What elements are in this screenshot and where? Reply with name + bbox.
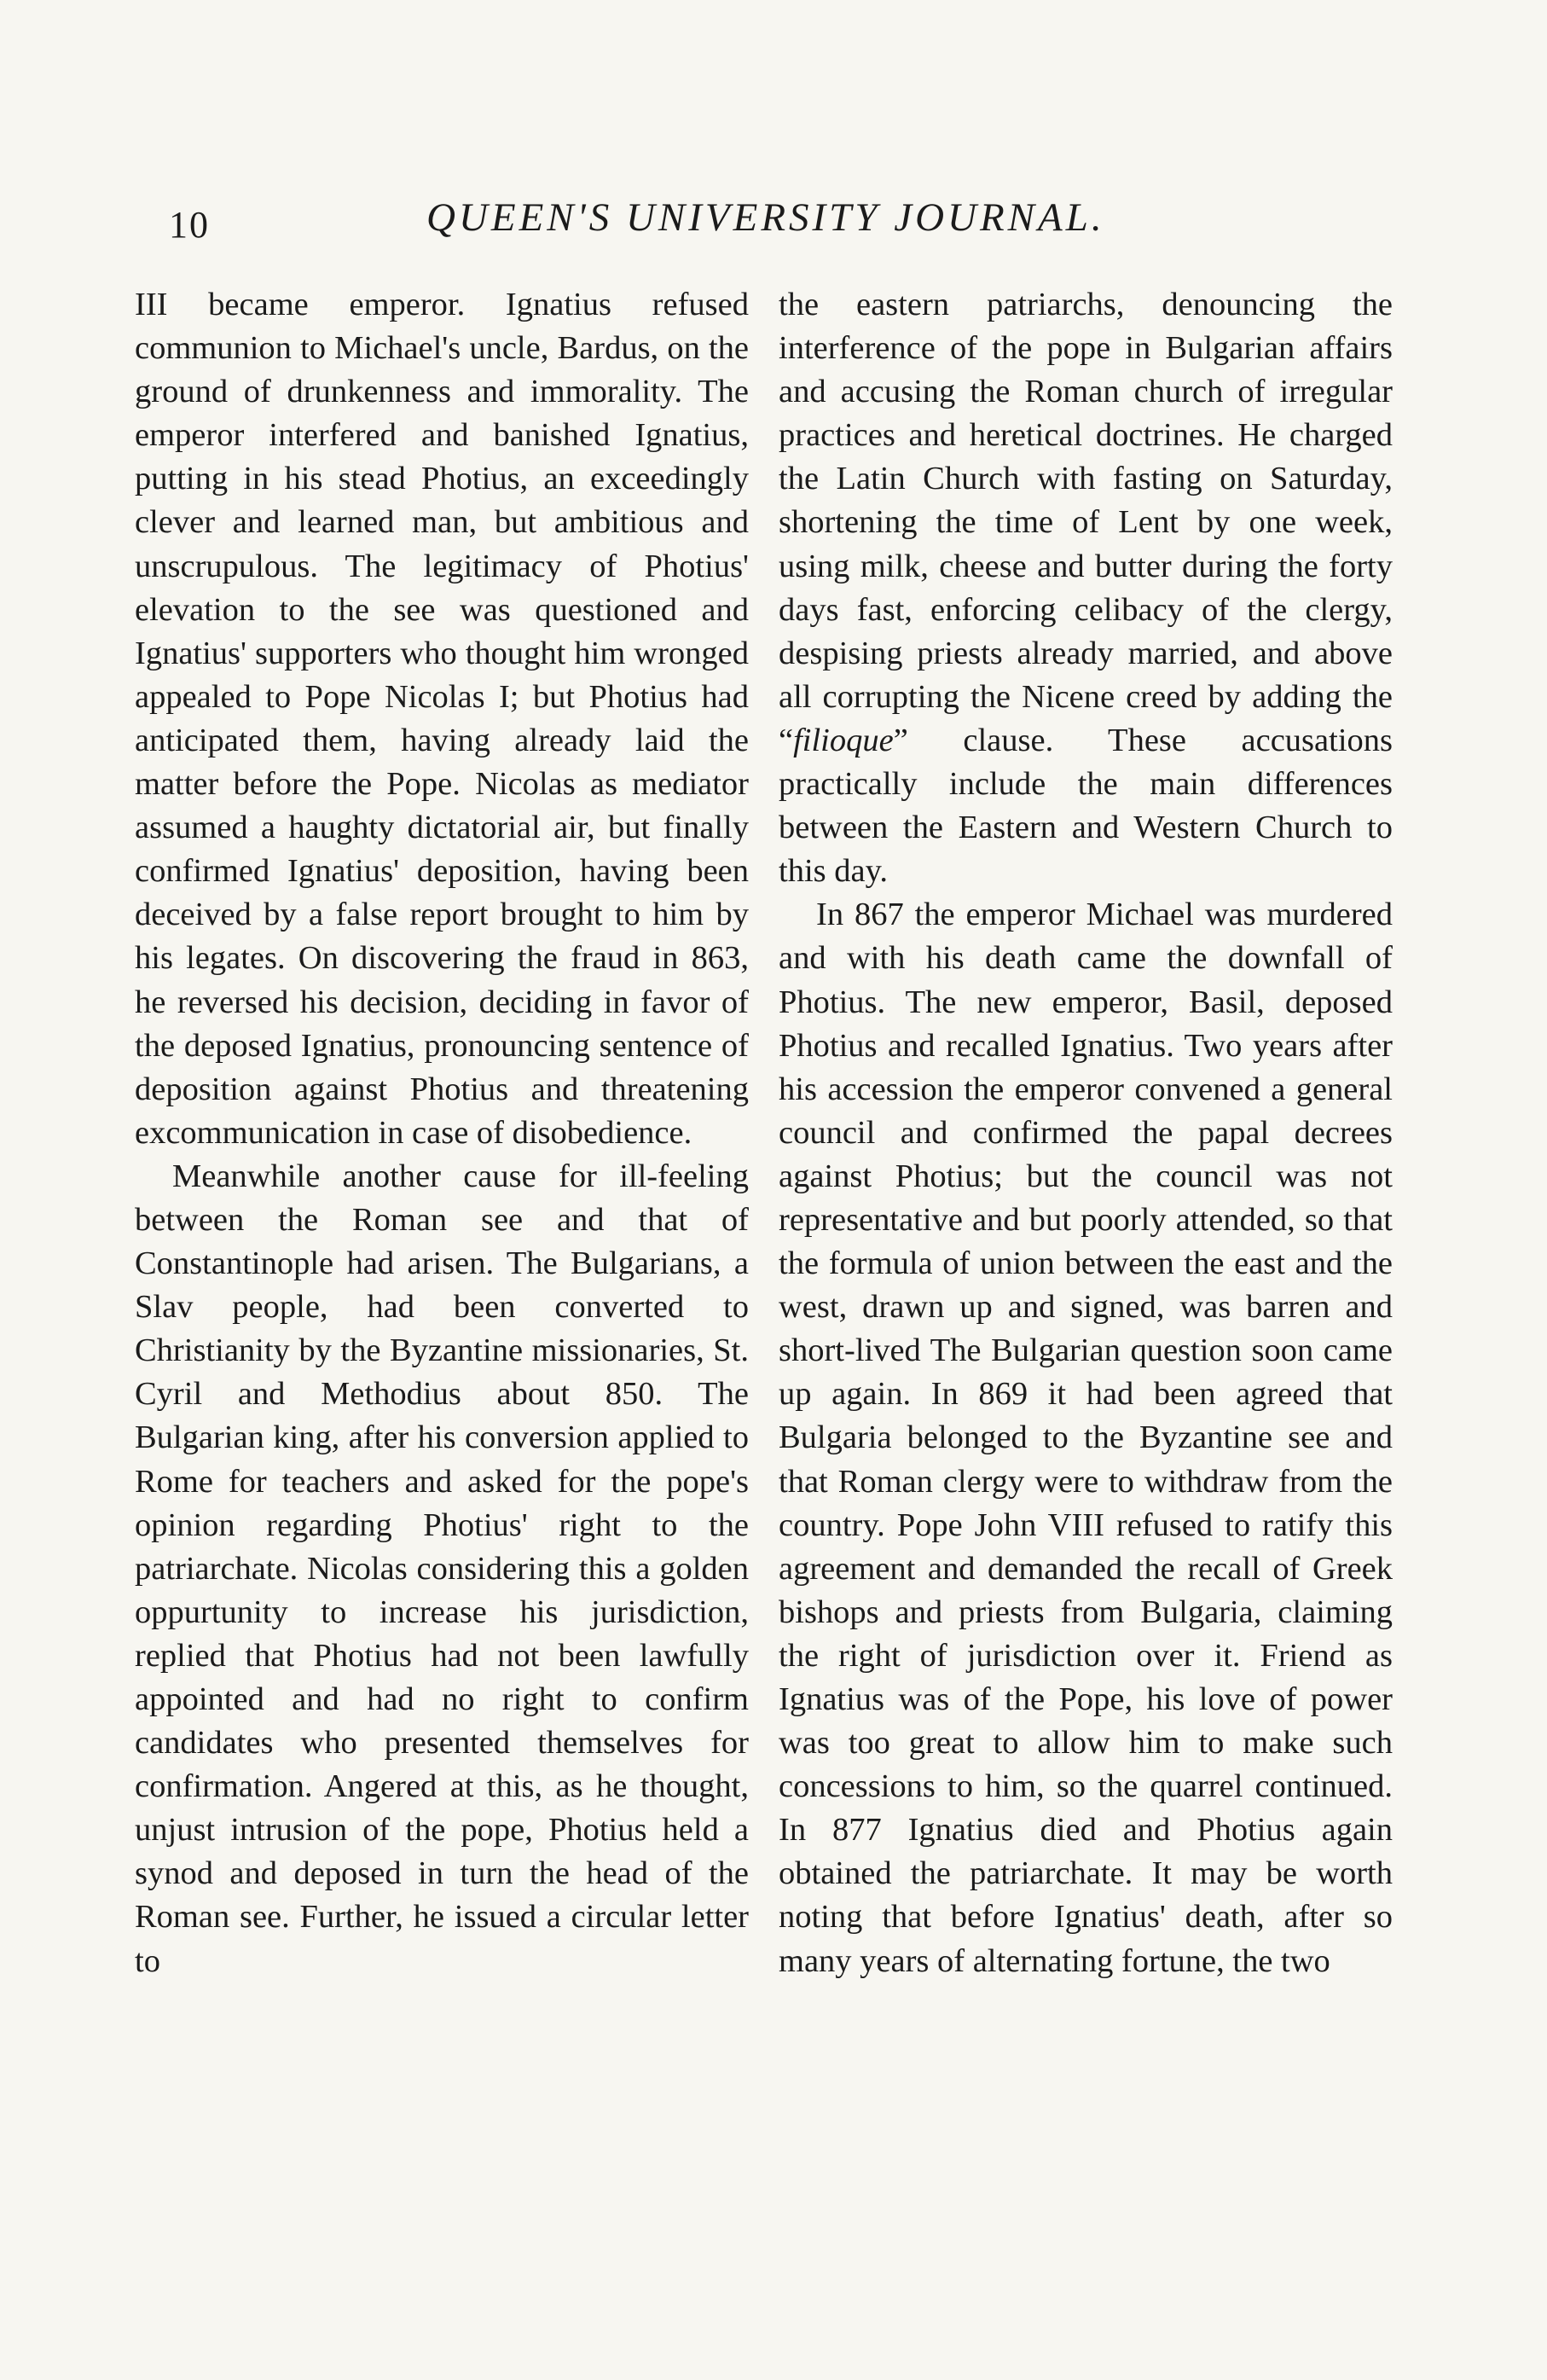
right-paragraph-1-end: clause. These accusations practically include the main differences between the Eastern and Western Church to this day. xyxy=(779,722,1393,890)
page-number: 10 xyxy=(169,204,210,246)
right-paragraph-1: the eastern patriarchs, denouncing the interference of the pope in Bulgarian affairs and accusing the Roman church of irregular practices and heretical doctrines. He charged the Latin Church with fasting on Saturday, shortening the time of Lent by one week, using milk, cheese and butter during the forty days fast, enforcing celibacy of the clergy, despising priests already married, and above all corrupting the Nicene creed by adding the “filioque” clause. These accusations practically include the main differences between the Eastern and Western Church to this day. xyxy=(779,287,1393,890)
left-paragraph-2: Meanwhile another cause for ill-feeling between the Roman see and that of Constantinople had arisen. The Bulgarians, a Slav people, had been converted to Christianity by the Byzantine missionaries, St. Cyril and Methodius about 850. The Bulgarian king, after his conversion applied to Rome for teachers and asked for the pope's opinion regarding Photius' right to the patriarchate. Nicolas considering this a golden oppurtunity to increase his jurisdiction, replied that Photius had not been lawfully appointed and had no right to confirm candidates who presented themselves for confirmation. Angered at this, as he thought, unjust intrusion of the pope, Photius held a synod and deposed in turn the head of the Roman see. Further, he issued a circular letter to xyxy=(135,1158,749,1979)
right-paragraph-1-text: the eastern patriarchs, denouncing the interference of the pope in Bulgarian affairs and accusing the Roman church of irregular practices and heretical doctrines. He charged the Latin Church with fasting on Saturday, shortening the time of Lent by one week, using milk, cheese and butter during the forty days fast, enforcing celibacy of the clergy, despising priests already married, and above all corrupting the Nicene creed by adding the xyxy=(779,287,1393,715)
filioque-term: filioque xyxy=(793,722,894,758)
left-column xyxy=(135,283,749,1983)
right-column xyxy=(779,283,1393,1983)
left-paragraph-1: III became emperor. Ignatius refused communion to Michael's uncle, Bardus, on the ground of drunkenness and immorality. The emperor interfered and banished Ignatius, putting in his stead Photius, an exceedingly clever and learned man, but ambitious and unscrupulous. The legitimacy of Photius' elevation to the see was questioned and Ignatius' supporters who thought him wronged appealed to Pope Nicolas I; but Photius had anticipated them, having already laid the matter before the Pope. Nicolas as mediator assumed a haughty dictatorial air, but finally confirmed Ignatius' deposition, having been deceived by a false report brought to him by his legates. On discovering the fraud in 863, he reversed his decision, deciding in favor of the deposed Ignatius, pronouncing sentence of deposition against Photius and threatening excommunication in case of disobedience. xyxy=(135,287,749,1151)
running-head: QUEEN'S UNIVERSITY JOURNAL. xyxy=(426,195,1105,240)
right-paragraph-2: In 867 the emperor Michael was murdered and with his death came the downfall of Photius. The new emperor, Basil, deposed Photius and recalled Ignatius. Two years after his accession the emperor convened a general council and confirmed the papal decrees against Photius; but the council was not representative and but poorly attended, so that the formula of union between the east and the west, drawn up and signed, was barren and short-lived The Bulgarian question soon came up again. In 869 it had been agreed that Bulgaria belonged to the Byzantine see and that Roman clergy were to withdraw from the country. Pope John VIII refused to ratify this agreement and demanded the recall of Greek bishops and priests from Bulgaria, claiming the right of jurisdiction over it. Friend as Ignatius was of the Pope, his love of power was too great to allow him to make such concessions to him, so the quarrel continued. In 877 Ignatius died and Photius again obtained the patriarchate. It may be worth noting that before Ignatius' death, after so many years of alternating fortune, the two xyxy=(779,897,1393,1979)
